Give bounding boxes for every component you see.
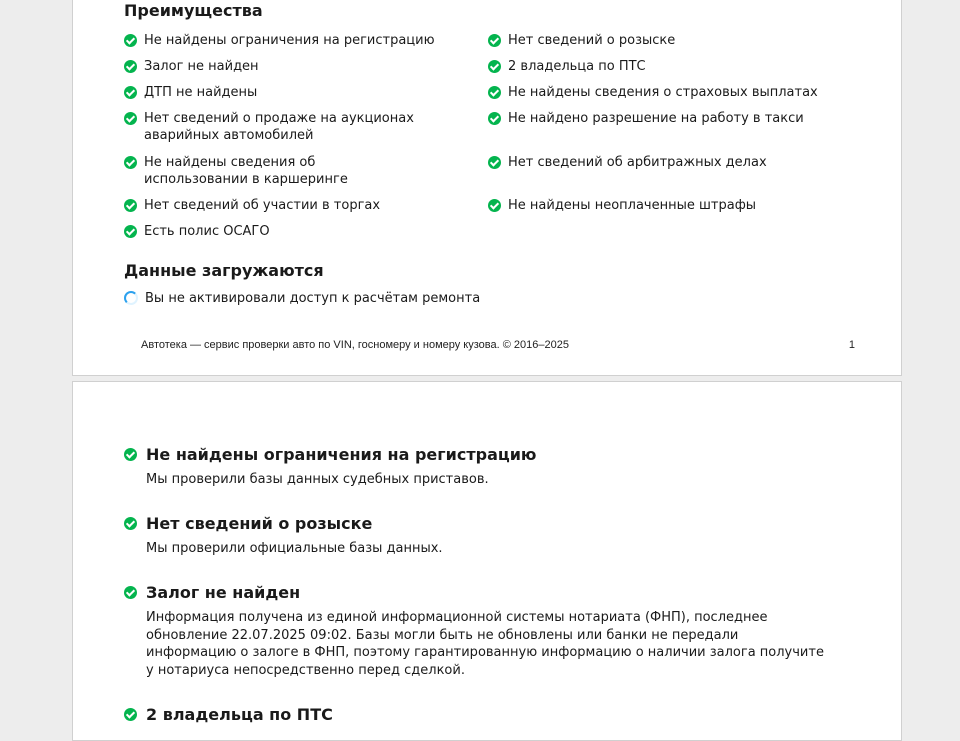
advantage-label: Не найдены неоплаченные штрафы — [508, 198, 757, 213]
section-text: Мы проверили официальные базы данных. — [146, 541, 443, 556]
check-icon — [124, 448, 137, 461]
advantage-label: ДТП не найдены — [144, 85, 258, 100]
check-icon — [488, 156, 501, 169]
page-footer: Автотека — сервис проверки авто по VIN, госномеру и номеру кузова. © 2016–2025 — [141, 339, 569, 351]
advantage-label: Не найдено разрешение на работу в такси — [508, 111, 804, 126]
advantage-item — [124, 32, 464, 49]
loading-spinner-icon — [124, 291, 138, 305]
advantage-item — [488, 110, 848, 127]
check-icon — [488, 34, 501, 47]
advantage-label: Нет сведений об участии в торгах — [144, 198, 381, 213]
check-icon — [124, 60, 137, 73]
loading-heading: Данные загружаются — [124, 261, 324, 280]
advantage-label: Залог не найден — [144, 59, 259, 74]
advantage-item — [488, 32, 848, 49]
advantages-heading: Преимущества — [124, 1, 263, 20]
advantage-item — [488, 58, 848, 75]
check-icon — [488, 86, 501, 99]
detail-section — [124, 705, 824, 724]
advantage-item — [488, 154, 848, 171]
report-page-2 — [72, 381, 902, 741]
advantage-item — [488, 197, 848, 214]
loading-item — [124, 290, 624, 307]
check-icon — [124, 708, 137, 721]
detail-section — [124, 583, 824, 679]
advantage-item — [124, 58, 464, 75]
advantage-item — [124, 223, 464, 240]
report-page-1 — [72, 0, 902, 376]
advantage-label: Нет сведений о продаже на аукционах аварийных автомобилей — [144, 111, 414, 143]
check-icon — [124, 225, 137, 238]
advantage-label: 2 владельца по ПТС — [508, 59, 646, 74]
advantage-label: Не найдены сведения о страховых выплатах — [508, 85, 818, 100]
section-title: Не найдены ограничения на регистрацию — [146, 445, 537, 464]
advantage-item — [124, 110, 474, 144]
section-text: Мы проверили базы данных судебных приставов. — [146, 472, 489, 487]
section-title: Залог не найден — [146, 583, 301, 602]
advantage-label: Не найдены ограничения на регистрацию — [144, 33, 435, 48]
advantage-label: Нет сведений об арбитражных делах — [508, 155, 767, 170]
advantage-label: Нет сведений о розыске — [508, 33, 676, 48]
check-icon — [124, 586, 137, 599]
section-text: Информация получена из единой информационной системы нотариата (ФНП), последнее обновление 22.07.2025 09:02. Базы могли быть не обновлены или банки не передали информацию о залоге в ФНП, поэтому гарантированную информацию о наличии залога получите у нотариуса непосредственно перед сделкой. — [146, 610, 824, 678]
loading-label: Вы не активировали доступ к расчётам ремонта — [145, 291, 481, 306]
advantage-label: Не найдены сведения об использовании в каршеринге — [144, 155, 348, 187]
check-icon — [124, 86, 137, 99]
advantage-item — [124, 197, 464, 214]
check-icon — [124, 156, 137, 169]
check-icon — [488, 112, 501, 125]
section-title: Нет сведений о розыске — [146, 514, 373, 533]
advantage-item — [124, 84, 464, 101]
check-icon — [488, 60, 501, 73]
check-icon — [124, 34, 137, 47]
check-icon — [488, 199, 501, 212]
advantage-item — [124, 154, 414, 188]
check-icon — [124, 199, 137, 212]
page-number: 1 — [848, 339, 855, 351]
check-icon — [124, 112, 137, 125]
check-icon — [124, 517, 137, 530]
detail-section — [124, 445, 824, 489]
section-title: 2 владельца по ПТС — [146, 705, 333, 724]
advantage-item — [488, 84, 848, 101]
detail-section — [124, 514, 824, 558]
advantage-label: Есть полис ОСАГО — [144, 224, 270, 239]
